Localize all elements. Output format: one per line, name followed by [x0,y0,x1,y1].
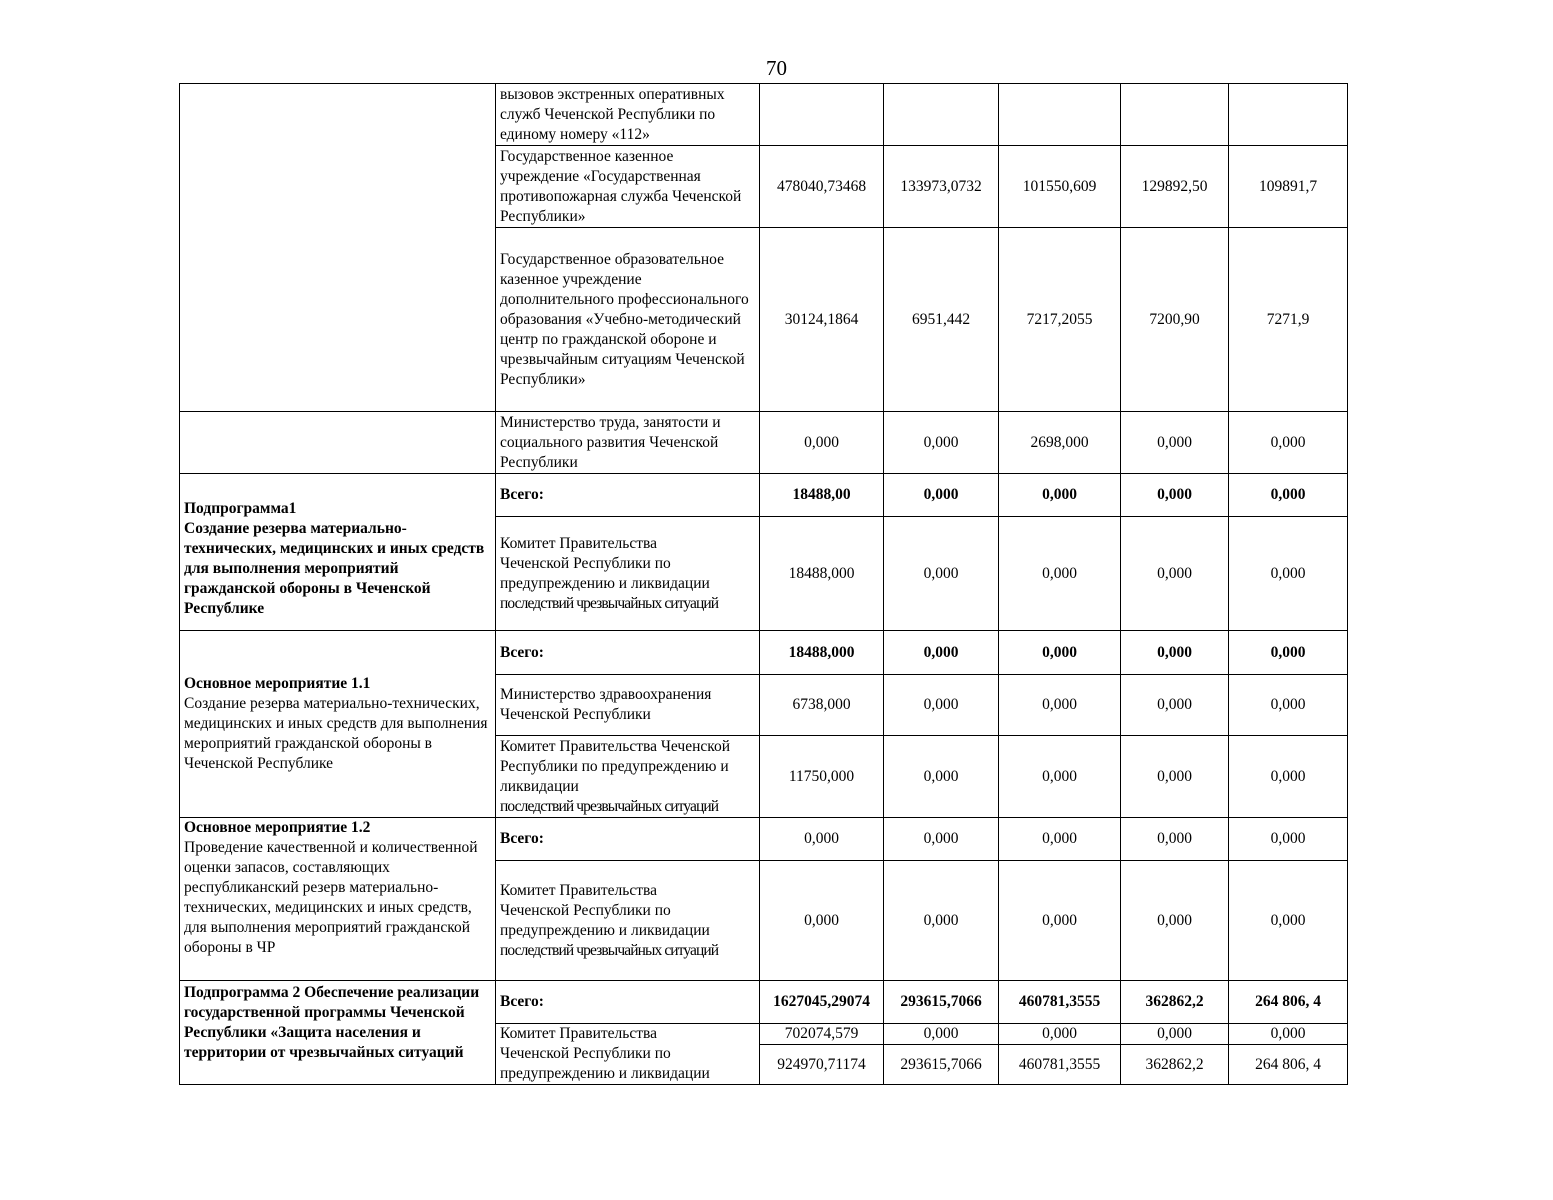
value-cell: 0,000 [1229,517,1348,631]
value-cell: 101550,609 [999,146,1121,228]
value-cell [884,84,999,146]
value-cell: 0,000 [999,631,1121,675]
value-cell: 0,000 [1229,675,1348,736]
value-cell: 0,000 [1121,474,1229,517]
value-cell: 0,000 [999,675,1121,736]
value-cell: 460781,3555 [999,981,1121,1024]
value-cell: 0,000 [884,1024,999,1045]
program-cell-empty [180,412,496,474]
value-cell: 0,000 [1229,1024,1348,1045]
program-cell [180,474,496,631]
executor-line: последствий чрезвычайных ситуаций [500,797,719,815]
executor-cell: Министерство труда, занятости и социального развития Чеченской Республики [496,412,760,474]
value-cell: 0,000 [884,818,999,861]
value-cell: 6738,000 [760,675,884,736]
value-cell [760,84,884,146]
value-cell: 0,000 [760,412,884,474]
program-description: Создание резерва материально-технических, медицинских и иных средств для выполнения мероприятий гражданской обороны в Чеченской Республике [184,520,485,617]
value-cell: 0,000 [1229,818,1348,861]
executor-line: Комитет Правительства [500,881,657,899]
program-title: Подпрограмма1 [184,500,297,517]
executor-line: предупреждению и ликвидации [500,574,710,592]
value-cell: 0,000 [999,1024,1121,1045]
executor-line: предупреждению и ликвидации [500,921,710,939]
executor-line: Чеченской Республики по [500,554,671,572]
table-row [180,981,1348,1024]
value-cell: 129892,50 [1121,146,1229,228]
value-cell: 0,000 [1229,474,1348,517]
value-cell: 7271,9 [1229,228,1348,412]
activity-description: Проведение качественной и количественной оценки запасов, составляющих республиканский резерв материально-технических, медицинских и иных средств, для выполнения мероприятий гражданской обороны в ЧР [184,839,478,956]
value-cell: 293615,7066 [884,1045,999,1085]
value-cell: 18488,000 [760,517,884,631]
value-cell: 0,000 [1121,861,1229,981]
value-cell: 0,000 [999,736,1121,818]
table-row [180,84,1348,146]
program-cell [180,818,496,981]
value-cell: 7200,90 [1121,228,1229,412]
executor-cell: Государственное казенное учреждение «Государственная противопожарная служба Чеченской Республики» [496,146,760,228]
program-cell-empty [180,84,496,412]
value-cell: 6951,442 [884,228,999,412]
executor-line: Чеченской Республики по [500,901,671,919]
value-cell: 0,000 [1121,736,1229,818]
value-cell: 924970,71174 [760,1045,884,1085]
value-cell: 0,000 [1229,736,1348,818]
value-cell: 0,000 [884,631,999,675]
value-cell: 0,000 [1229,861,1348,981]
value-cell: 11750,000 [760,736,884,818]
value-cell: 7217,2055 [999,228,1121,412]
value-cell: 18488,00 [760,474,884,517]
value-cell: 0,000 [760,861,884,981]
value-cell: 0,000 [884,412,999,474]
total-label: Всего: [496,981,760,1024]
value-cell [999,84,1121,146]
value-cell: 478040,73468 [760,146,884,228]
executor-line: Комитет Правительства [500,534,657,552]
executor-line: последствий чрезвычайных ситуаций [500,941,719,959]
table-row [180,412,1348,474]
total-label: Всего: [496,631,760,675]
value-cell: 0,000 [884,474,999,517]
executor-cell: вызовов экстренных оперативных служб Чеченской Республики по единому номеру «112» [496,84,760,146]
executor-line: Чеченской Республики по предупреждению и ликвидации [500,1045,710,1082]
value-cell: 0,000 [999,517,1121,631]
value-cell: 460781,3555 [999,1045,1121,1085]
executor-line: Комитет Правительства Чеченской Республики по предупреждению и ликвидации [500,737,731,795]
value-cell: 0,000 [760,818,884,861]
executor-cell [496,517,760,631]
value-cell: 264 806, 4 [1229,1045,1348,1085]
table-row [180,631,1348,675]
program-cell: Подпрограмма 2 Обеспечение реализации государственной программы Чеченской Республики «Защита населения и территории от чрезвычайных ситуаций [180,981,496,1085]
value-cell: 109891,7 [1229,146,1348,228]
executor-cell: Министерство здравоохранения Чеченской Республики [496,675,760,736]
executor-cell [496,736,760,818]
value-cell: 264 806, 4 [1229,981,1348,1024]
value-cell: 18488,000 [760,631,884,675]
value-cell: 362862,2 [1121,981,1229,1024]
value-cell: 0,000 [1121,412,1229,474]
table-row [180,818,1348,861]
value-cell: 0,000 [1121,818,1229,861]
executor-line: последствий чрезвычайных ситуаций [500,594,719,612]
value-cell: 0,000 [884,736,999,818]
table-row [180,474,1348,517]
value-cell: 293615,7066 [884,981,999,1024]
value-cell: 0,000 [1121,675,1229,736]
executor-cell: Государственное образовательное казенное учреждение дополнительного профессионального образования «Учебно-методический центр по гражданской обороне и чрезвычайным ситуациям Чеченской Республики» [496,228,760,412]
activity-description: Создание резерва материально-технических, медицинских и иных средств для выполнения мероприятий гражданской обороны в Чеченской Республике [184,695,488,772]
executor-line: Комитет Правительства [500,1025,657,1042]
executor-cell [496,861,760,981]
total-label: Всего: [496,474,760,517]
activity-title: Основное мероприятие 1.2 [184,819,371,836]
value-cell: 0,000 [1121,1024,1229,1045]
total-label: Всего: [496,818,760,861]
value-cell: 0,000 [1229,412,1348,474]
value-cell: 0,000 [999,861,1121,981]
value-cell: 0,000 [1121,631,1229,675]
value-cell: 30124,1864 [760,228,884,412]
value-cell: 1627045,29074 [760,981,884,1024]
value-cell: 133973,0732 [884,146,999,228]
value-cell: 362862,2 [1121,1045,1229,1085]
value-cell: 2698,000 [999,412,1121,474]
page-number: 70 [766,56,787,80]
value-cell: 0,000 [999,818,1121,861]
budget-table [179,83,1348,1085]
value-cell [1229,84,1348,146]
value-cell: 0,000 [884,861,999,981]
value-cell: 0,000 [1229,631,1348,675]
value-cell [1121,84,1229,146]
value-cell: 0,000 [999,474,1121,517]
value-cell: 0,000 [1121,517,1229,631]
value-cell: 0,000 [884,517,999,631]
program-cell [180,631,496,818]
value-cell: 0,000 [884,675,999,736]
activity-title: Основное мероприятие 1.1 [184,675,371,692]
executor-cell [496,1024,760,1085]
value-cell: 702074,579 [760,1024,884,1045]
